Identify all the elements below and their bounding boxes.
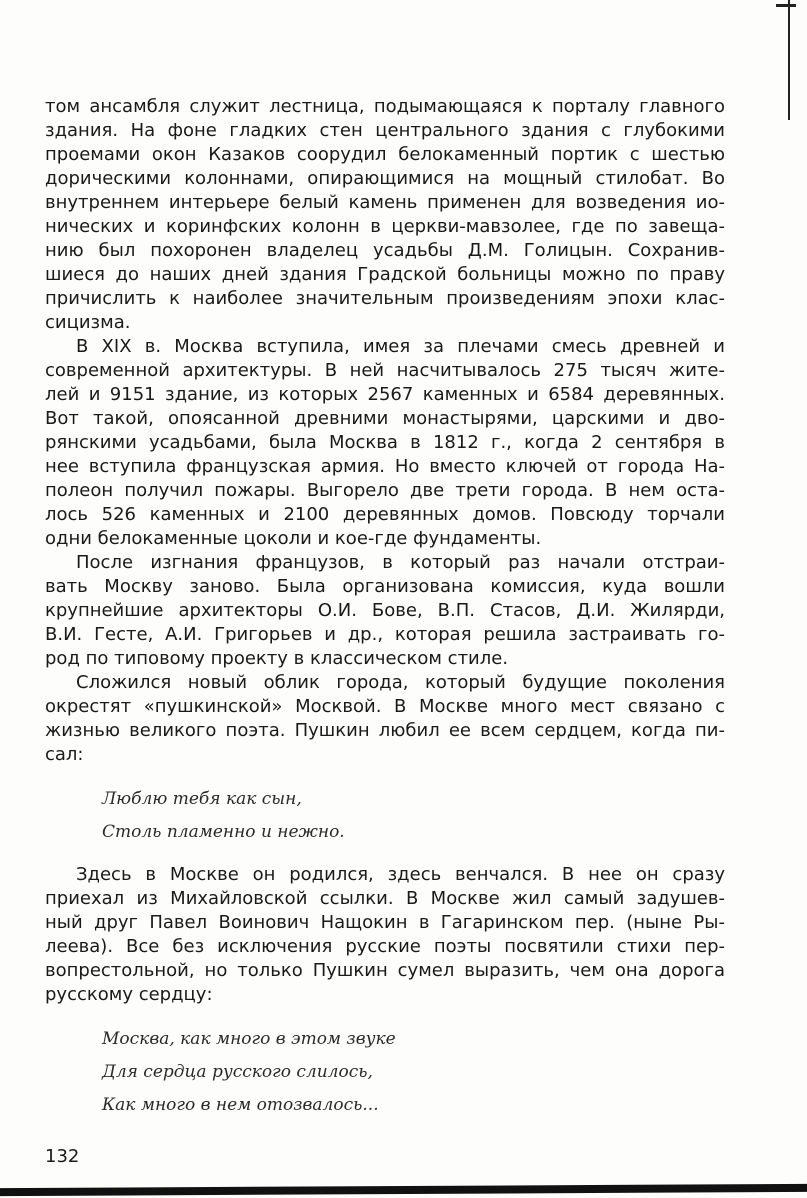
paragraph	[45, 863, 725, 1007]
page-edge-mark	[776, 4, 796, 7]
text-line: крупнейшие архитекторы О.И. Бове, В.П. Стасов, Д.И. Жилярди,	[45, 600, 725, 621]
text-line: жизнью великого поэта. Пушкин любил ее всем сердцем, когда пи-	[45, 720, 725, 741]
page-body	[45, 95, 725, 1136]
text-block-2	[45, 863, 725, 1007]
text-line: том ансамбля служит лестница, подымающаяся к порталу главного	[45, 96, 725, 117]
text-line: приехал из Михайловской ссылки. В Москве жил самый задушев-	[45, 888, 725, 909]
text-line: В XIX в. Москва вступила, имея за плечами смесь древней и	[76, 336, 725, 357]
verse-quote-2	[102, 1023, 725, 1122]
text-line: рянскими усадьбами, была Москва в 1812 г., когда 2 сентября в	[45, 432, 725, 453]
text-line: сал:	[45, 744, 84, 765]
text-line: леева). Все без исключения русские поэты посвятили стихи пер-	[45, 936, 725, 957]
text-line: современной архитектуры. В ней насчитывалось 275 тысяч жите-	[45, 360, 725, 381]
page-bottom-edge	[0, 1184, 807, 1196]
paragraph	[45, 335, 725, 551]
text-line: здания. На фоне гладких стен центрального здания с глубокими	[45, 120, 725, 141]
text-line: В.И. Гесте, А.И. Григорьев и др., которая решила застраивать го-	[45, 624, 725, 645]
page-edge-line	[788, 0, 790, 120]
text-line: Вот такой, опоясанной древними монастырями, царскими и дво-	[45, 408, 725, 429]
verse-line: Как много в нем отозвалось...	[102, 1095, 379, 1115]
text-line: одни белокаменные цоколи и кое-где фундаменты.	[45, 528, 542, 549]
text-line: нических и коринфских колонн в церкви-мавзолее, где по завеща-	[45, 216, 725, 237]
verse-line: Люблю тебя как сын,	[102, 789, 302, 809]
verse-line: Для сердца русского слилось,	[102, 1062, 373, 1082]
text-line: лось 526 каменных и 2100 деревянных домов. Повсюду торчали	[45, 504, 725, 525]
text-line: вать Москву заново. Была организована комиссия, куда вошли	[45, 576, 725, 597]
text-line: дорическими колоннами, опирающимися на мощный стилобат. Во	[45, 168, 725, 189]
text-line: причислить к наиболее значительным произведениям эпохи клас-	[45, 288, 725, 309]
verse-quote-1	[102, 783, 725, 849]
text-line: лей и 9151 здание, из которых 2567 каменных и 6584 деревянных.	[45, 384, 725, 405]
text-line: нию был похоронен владелец усадьбы Д.М. Голицын. Сохранив-	[45, 240, 725, 261]
text-line: полеон получил пожары. Выгорело две трети города. В нем оста-	[45, 480, 725, 501]
text-line: Сложился новый облик города, который будущие поколения	[76, 672, 725, 693]
text-line: шиеся до наших дней здания Градской больницы можно по праву	[45, 264, 725, 285]
text-block-1	[45, 95, 725, 767]
paragraph	[45, 551, 725, 671]
text-line: род по типовому проекту в классическом стиле.	[45, 648, 509, 669]
text-line: проемами окон Казаков соорудил белокаменный портик с шестью	[45, 144, 725, 165]
text-line: русскому сердцу:	[45, 984, 213, 1005]
text-line: После изгнания французов, в который раз начали отстраи-	[76, 552, 725, 573]
text-line: Здесь в Москве он родился, здесь венчался. В нее он сразу	[76, 864, 725, 885]
page-number: 132	[45, 1146, 80, 1167]
text-line: ный друг Павел Воинович Нащокин в Гагаринском пер. (ныне Ры-	[45, 912, 725, 933]
verse-line: Москва, как много в этом звуке	[102, 1029, 396, 1049]
text-line: нее вступила французская армия. Но вместо ключей от города На-	[45, 456, 725, 477]
text-line: окрестят «пушкинской» Москвой. В Москве много мест связано с	[45, 696, 725, 717]
text-line: сицизма.	[45, 312, 131, 333]
paragraph	[45, 671, 725, 767]
text-line: вопрестольной, но только Пушкин сумел выразить, чем она дорога	[45, 960, 725, 981]
paragraph	[45, 95, 725, 335]
text-line: внутреннем интерьере белый камень применен для возведения ио-	[45, 192, 725, 213]
verse-line: Столь пламенно и нежно.	[102, 822, 345, 842]
